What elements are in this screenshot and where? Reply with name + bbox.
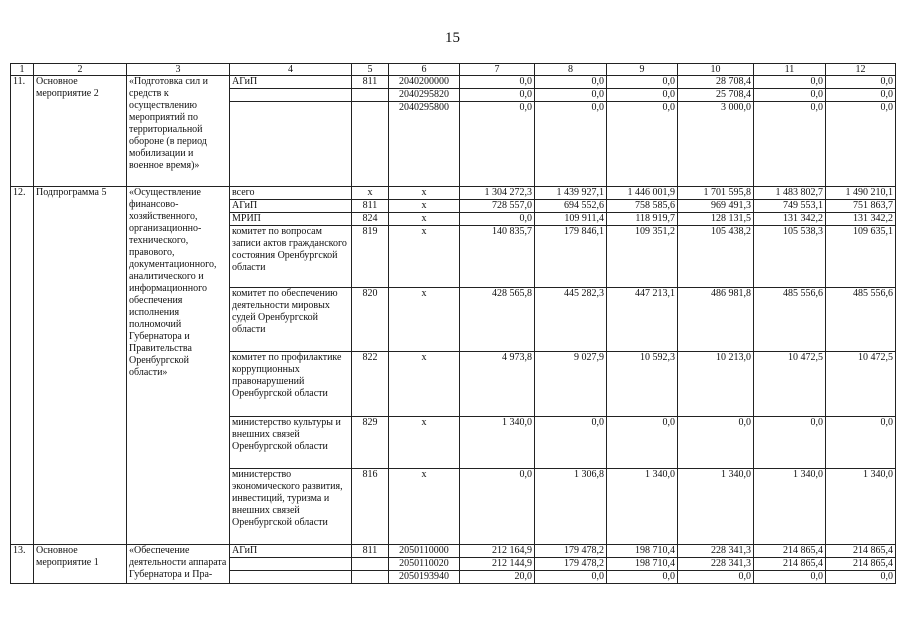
executor-cell: комитет по профилактике коррупционных правонарушений Оренбургской области	[230, 352, 352, 417]
grbs-cell: x	[352, 187, 389, 200]
amount-cell: 10 472,5	[754, 352, 826, 417]
amount-cell: 198 710,4	[607, 545, 678, 558]
code-cell: 2050193940	[389, 571, 460, 584]
amount-cell: 0,0	[678, 417, 754, 469]
amount-cell: 447 213,1	[607, 288, 678, 352]
amount-cell: 758 585,6	[607, 200, 678, 213]
amount-cell: 0,0	[460, 76, 535, 89]
amount-cell: 179 478,2	[535, 558, 607, 571]
code-cell: x	[389, 226, 460, 288]
amount-cell: 0,0	[535, 102, 607, 187]
amount-cell: 0,0	[535, 571, 607, 584]
col-header: 4	[230, 64, 352, 76]
col-header: 6	[389, 64, 460, 76]
code-cell: x	[389, 288, 460, 352]
amount-cell: 0,0	[535, 417, 607, 469]
amount-cell: 105 438,2	[678, 226, 754, 288]
amount-cell: 128 131,5	[678, 213, 754, 226]
amount-cell: 140 835,7	[460, 226, 535, 288]
amount-cell: 4 973,8	[460, 352, 535, 417]
amount-cell: 485 556,6	[754, 288, 826, 352]
grbs-cell: 824	[352, 213, 389, 226]
amount-cell: 109 351,2	[607, 226, 678, 288]
code-cell: 2040295800	[389, 102, 460, 187]
row-title: «Подготовка сил и средств к осуществлению мероприятий по территориальной обороне (в период мобилизации и военное время)»	[127, 76, 230, 187]
executor-cell: министерство экономического развития, инвестиций, туризма и внешних связей Оренбургской области	[230, 469, 352, 545]
amount-cell: 3 000,0	[678, 102, 754, 187]
amount-cell: 445 282,3	[535, 288, 607, 352]
grbs-cell	[352, 571, 389, 584]
amount-cell: 1 701 595,8	[678, 187, 754, 200]
amount-cell: 131 342,2	[754, 213, 826, 226]
row-title: «Осуществление финансово-хозяйственного, организационно-технического, правового, документационного, аналитического и информационного обеспечения исполнения полномочий Губернатора и Правительства Оренбургской области»	[127, 187, 230, 545]
executor-cell: АГиП	[230, 200, 352, 213]
amount-cell: 0,0	[678, 571, 754, 584]
code-cell: 2040295820	[389, 89, 460, 102]
amount-cell: 28 708,4	[678, 76, 754, 89]
code-cell: x	[389, 417, 460, 469]
table-row	[11, 187, 896, 200]
amount-cell: 118 919,7	[607, 213, 678, 226]
amount-cell: 1 446 001,9	[607, 187, 678, 200]
executor-cell: комитет по обеспечению деятельности мировых судей Оренбургской области	[230, 288, 352, 352]
amount-cell: 1 490 210,1	[826, 187, 896, 200]
amount-cell: 0,0	[826, 76, 896, 89]
grbs-cell: 819	[352, 226, 389, 288]
amount-cell: 105 538,3	[754, 226, 826, 288]
executor-cell: министерство культуры и внешних связей Оренбургской области	[230, 417, 352, 469]
amount-cell: 214 865,4	[826, 558, 896, 571]
amount-cell: 0,0	[754, 76, 826, 89]
executor-cell: АГиП	[230, 545, 352, 558]
amount-cell: 1 439 927,1	[535, 187, 607, 200]
amount-cell: 0,0	[607, 89, 678, 102]
amount-cell: 0,0	[607, 571, 678, 584]
amount-cell: 0,0	[754, 571, 826, 584]
page-number: 15	[445, 30, 460, 46]
row-status: Основное мероприятие 1	[34, 545, 127, 584]
amount-cell: 198 710,4	[607, 558, 678, 571]
col-header: 7	[460, 64, 535, 76]
row-number: 12.	[11, 187, 34, 545]
col-header: 12	[826, 64, 896, 76]
col-header: 11	[754, 64, 826, 76]
grbs-cell	[352, 89, 389, 102]
table-row	[11, 76, 896, 89]
executor-cell: АГиП	[230, 76, 352, 89]
amount-cell: 109 635,1	[826, 226, 896, 288]
amount-cell: 1 340,0	[826, 469, 896, 545]
amount-cell: 0,0	[460, 469, 535, 545]
grbs-cell: 811	[352, 76, 389, 89]
grbs-cell: 820	[352, 288, 389, 352]
grbs-cell: 811	[352, 200, 389, 213]
executor-cell	[230, 558, 352, 571]
amount-cell: 179 846,1	[535, 226, 607, 288]
amount-cell: 1 340,0	[460, 417, 535, 469]
amount-cell: 214 865,4	[826, 545, 896, 558]
code-cell: x	[389, 213, 460, 226]
amount-cell: 212 164,9	[460, 545, 535, 558]
amount-cell: 0,0	[460, 102, 535, 187]
header-row	[11, 64, 896, 76]
amount-cell: 9 027,9	[535, 352, 607, 417]
row-status: Подпрограмма 5	[34, 187, 127, 545]
col-header: 9	[607, 64, 678, 76]
code-cell: x	[389, 469, 460, 545]
amount-cell: 10 213,0	[678, 352, 754, 417]
grbs-cell: 829	[352, 417, 389, 469]
grbs-cell	[352, 102, 389, 187]
executor-cell	[230, 571, 352, 584]
code-cell: x	[389, 187, 460, 200]
amount-cell: 1 304 272,3	[460, 187, 535, 200]
grbs-cell: 816	[352, 469, 389, 545]
col-header: 3	[127, 64, 230, 76]
row-number: 11.	[11, 76, 34, 187]
executor-cell	[230, 89, 352, 102]
grbs-cell: 822	[352, 352, 389, 417]
code-cell: x	[389, 200, 460, 213]
amount-cell: 0,0	[754, 89, 826, 102]
col-header: 2	[34, 64, 127, 76]
code-cell: 2050110020	[389, 558, 460, 571]
row-number: 13.	[11, 545, 34, 584]
amount-cell: 0,0	[607, 76, 678, 89]
amount-cell: 728 557,0	[460, 200, 535, 213]
amount-cell: 0,0	[607, 102, 678, 187]
amount-cell: 749 553,1	[754, 200, 826, 213]
amount-cell: 25 708,4	[678, 89, 754, 102]
amount-cell: 179 478,2	[535, 545, 607, 558]
row-status: Основное мероприятие 2	[34, 76, 127, 187]
code-cell: 2050110000	[389, 545, 460, 558]
row-title: «Обеспечение деятельности аппарата Губернатора и Пра-	[127, 545, 230, 584]
amount-cell: 694 552,6	[535, 200, 607, 213]
executor-cell: комитет по вопросам записи актов гражданского состояния Оренбургской области	[230, 226, 352, 288]
amount-cell: 428 565,8	[460, 288, 535, 352]
amount-cell: 10 472,5	[826, 352, 896, 417]
amount-cell: 20,0	[460, 571, 535, 584]
amount-cell: 1 340,0	[678, 469, 754, 545]
amount-cell: 10 592,3	[607, 352, 678, 417]
code-cell: x	[389, 352, 460, 417]
amount-cell: 0,0	[535, 89, 607, 102]
amount-cell: 0,0	[754, 102, 826, 187]
amount-cell: 0,0	[460, 89, 535, 102]
amount-cell: 1 306,8	[535, 469, 607, 545]
executor-cell	[230, 102, 352, 187]
amount-cell: 0,0	[460, 213, 535, 226]
amount-cell: 109 911,4	[535, 213, 607, 226]
grbs-cell: 811	[352, 545, 389, 558]
amount-cell: 131 342,2	[826, 213, 896, 226]
amount-cell: 0,0	[826, 417, 896, 469]
amount-cell: 214 865,4	[754, 545, 826, 558]
amount-cell: 0,0	[607, 417, 678, 469]
amount-cell: 486 981,8	[678, 288, 754, 352]
amount-cell: 0,0	[826, 571, 896, 584]
amount-cell: 751 863,7	[826, 200, 896, 213]
amount-cell: 0,0	[826, 102, 896, 187]
amount-cell: 228 341,3	[678, 545, 754, 558]
amount-cell: 212 144,9	[460, 558, 535, 571]
code-cell: 2040200000	[389, 76, 460, 89]
amount-cell: 969 491,3	[678, 200, 754, 213]
col-header: 1	[11, 64, 34, 76]
col-header: 8	[535, 64, 607, 76]
col-header: 10	[678, 64, 754, 76]
table-row	[11, 545, 896, 558]
amount-cell: 0,0	[535, 76, 607, 89]
amount-cell: 1 340,0	[607, 469, 678, 545]
budget-table	[10, 63, 896, 584]
grbs-cell	[352, 558, 389, 571]
amount-cell: 0,0	[754, 417, 826, 469]
amount-cell: 1 340,0	[754, 469, 826, 545]
col-header: 5	[352, 64, 389, 76]
executor-cell: МРИП	[230, 213, 352, 226]
amount-cell: 0,0	[826, 89, 896, 102]
amount-cell: 485 556,6	[826, 288, 896, 352]
executor-cell: всего	[230, 187, 352, 200]
amount-cell: 214 865,4	[754, 558, 826, 571]
amount-cell: 1 483 802,7	[754, 187, 826, 200]
amount-cell: 228 341,3	[678, 558, 754, 571]
